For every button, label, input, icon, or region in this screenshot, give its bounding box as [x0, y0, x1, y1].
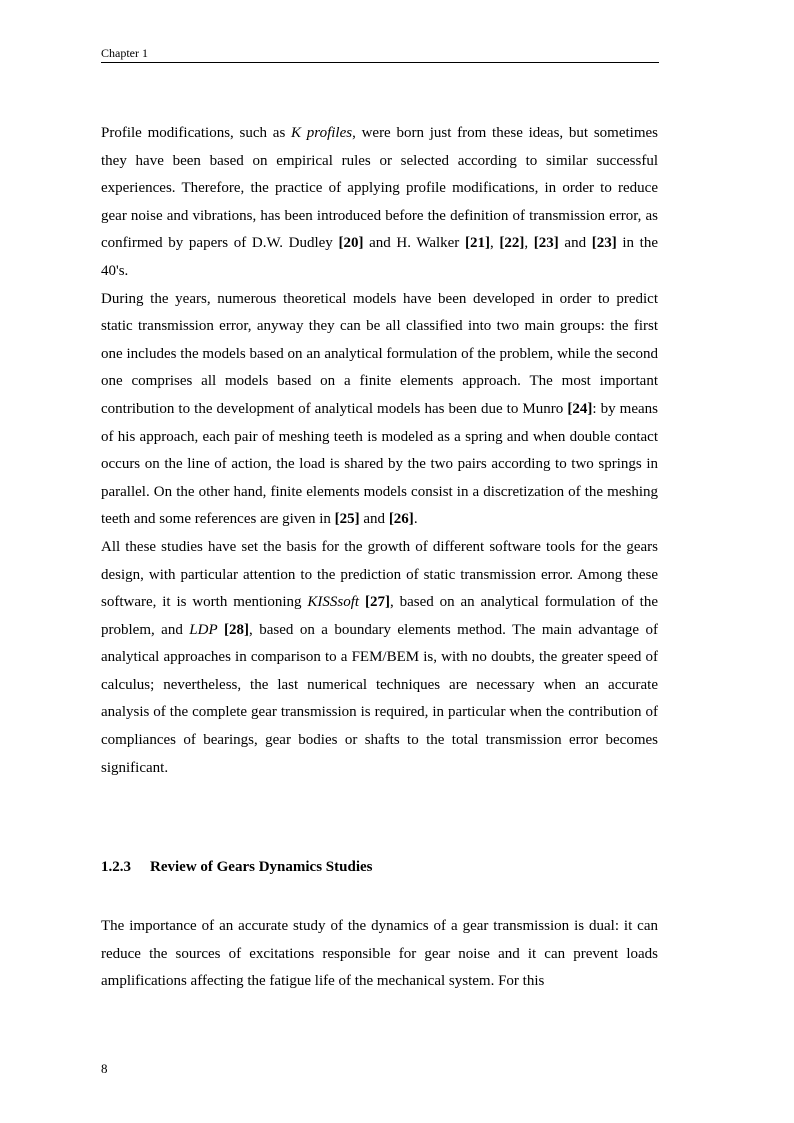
text: and — [558, 235, 592, 252]
reference-20: [20] — [338, 235, 364, 252]
reference-22: [22] — [499, 235, 525, 252]
reference-25: [25] — [334, 511, 360, 528]
reference-23: [23] — [533, 235, 559, 252]
text: , were born just from these ideas, but sometimes they have been based on empirical rules or selected according to similar successful experiences. Therefore, the practice of applying profile modifications, in order to reduce gear noise and vibrations, has been introduced before the definition of transmission error, as confirmed by papers of D.W. Dudley — [101, 125, 658, 252]
reference-21: [21] — [464, 235, 490, 252]
k-profiles-term: K profiles — [291, 125, 353, 141]
ldp-term: LDP — [189, 621, 218, 638]
text: All these studies have set the basis for the growth of different software tools for the gears design, with particular attention to the prediction of static transmission error. Among these software, it is worth mentioning — [101, 538, 658, 611]
running-header: Chapter 1 — [101, 46, 659, 63]
page-number: 8 — [101, 1061, 108, 1076]
text: . — [413, 511, 418, 528]
reference-23-repeat: [23] — [591, 235, 617, 252]
paragraph-profile-modifications — [101, 120, 658, 286]
reference-27: [27] — [364, 594, 390, 611]
paragraph-dynamics: The importance of an accurate study of the dynamics of a gear transmission is dual: it can reduce the sources of excitations responsible for gear noise and it can prevent loads amplifications affecting the fatigue life of the mechanical system. For this — [101, 918, 658, 990]
section-title: Review of Gears Dynamics Studies — [150, 859, 373, 875]
text: , based on a boundary elements method. The main advantage of analytical approaches in comparison to a FEM/BEM is, with no doubts, the greater speed of calculus; nevertheless, the last numerical techniques are necessary when an accurate analysis of the complete gear transmission is required, in particular when the contribution of compliances of bearings, gear bodies or shafts to the total transmission error becomes significant. — [101, 621, 658, 776]
text: and — [359, 511, 389, 528]
text: Profile modifications, such as — [101, 125, 292, 141]
section-number: 1.2.3 — [101, 859, 131, 875]
reference-24: [24] — [567, 400, 593, 417]
body-text-dynamics — [101, 913, 658, 996]
text: , — [489, 235, 500, 252]
text: : by means of his approach, each pair of meshing teeth is modeled as a spring and when double contact occurs on the line of action, the load is shared by the two pairs according to two springs in parallel. On the other hand, finite elements models consist in a discretization of the meshing teeth and some references are given in — [101, 400, 658, 528]
kisssoft-term: KISSsoft — [307, 594, 360, 611]
paragraph-software-tools — [101, 534, 658, 782]
section-heading — [101, 855, 658, 879]
reference-26: [26] — [388, 511, 414, 528]
reference-28: [28] — [224, 621, 250, 638]
body-text — [101, 120, 658, 782]
text: and H. Walker — [363, 235, 465, 252]
paragraph-theoretical-models — [101, 286, 658, 534]
text: , based on an analytical formulation of the problem, and — [101, 594, 659, 638]
text: in the 40's. — [101, 235, 659, 279]
text: , — [524, 235, 534, 252]
text: During the years, numerous theoretical models have been developed in order to predict static transmission error, anyway they can be all classified into two main groups: the first one includes the models based on an analytical formulation of the problem, while the second one comprises all models based on a finite elements approach. The most important contribution to the development of analytical models has been due to Munro — [101, 290, 658, 417]
